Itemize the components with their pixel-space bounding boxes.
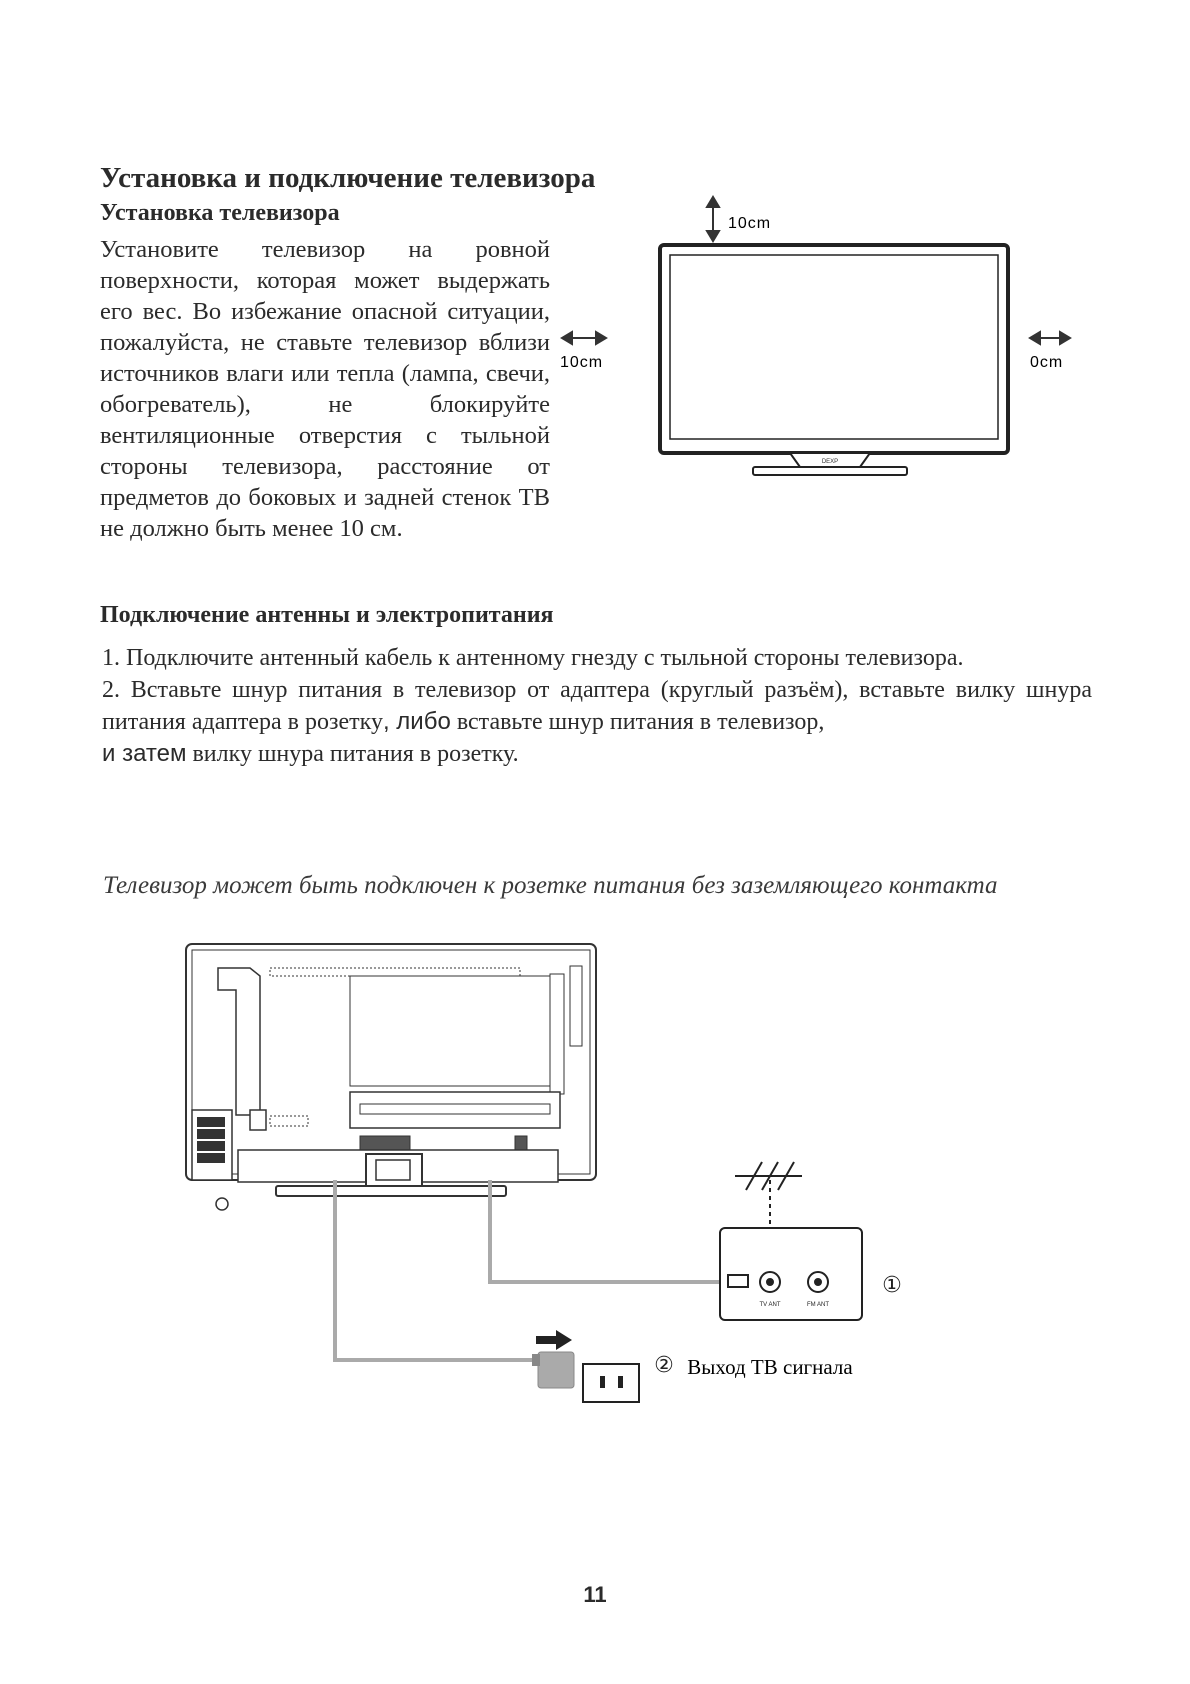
tv-stand-base xyxy=(753,467,907,475)
fm-ant-socket xyxy=(808,1272,828,1292)
tv-ant-label: TV ANT xyxy=(759,1302,781,1308)
step-2-part2: , либо xyxy=(382,708,451,735)
section-heading-connect: Подключение антенны и электропитания xyxy=(100,602,554,628)
connection-diagram xyxy=(180,940,1040,1460)
tv-back-panel xyxy=(186,944,596,1210)
section-heading-install: Установка телевизора xyxy=(100,200,340,226)
grounding-note: Телевизор может быть подключен к розетке питания без заземляющего контакта xyxy=(103,872,998,899)
adapter-prongs xyxy=(532,1354,540,1366)
power-outlet xyxy=(583,1364,639,1402)
power-adapter xyxy=(538,1352,574,1388)
arrow-right-icon xyxy=(536,1330,572,1350)
callout-1: ① xyxy=(882,1272,902,1297)
brand-logo: DEXP xyxy=(821,459,839,465)
tv-stand-base-back xyxy=(276,1186,506,1196)
step-1: 1. Подключите антенный кабель к антенному гнезду с тыльной стороны телевизора. xyxy=(102,645,964,671)
tv-clearance-diagram xyxy=(560,195,1100,525)
page-title: Установка и подключение телевизора xyxy=(100,162,596,194)
tv-screen xyxy=(670,255,998,439)
install-paragraph: Установите телевизор на ровной поверхности, которая может выдержать его вес. Во избежание опасной ситуации, пожалуйста, не ставьте телевизор вблизи источников влаги или тепла (лампа, свечи, обогреватель), не блокируйте вентиляционные отверстия с тыльной стороны телевизора, расстояние от предметов до боковых и задней стенок ТВ не должно быть менее 10 см. xyxy=(100,236,550,542)
power-cable xyxy=(335,1180,545,1360)
antenna-cable xyxy=(490,1180,728,1282)
page-number: 11 xyxy=(583,1582,607,1607)
step-2-part4: и затем xyxy=(102,740,187,767)
connection-steps xyxy=(102,642,1092,770)
step-2-part5: вилку шнура питания в розетку. xyxy=(186,741,519,767)
tv-ant-socket xyxy=(760,1272,780,1292)
outlet-hole-left xyxy=(600,1376,605,1388)
step-2-part3: вставьте шнур питания в телевизор, xyxy=(450,709,825,735)
right-gap-arrow xyxy=(1030,332,1070,344)
antenna-plug xyxy=(728,1275,748,1287)
top-gap-arrow xyxy=(707,197,719,241)
tv-signal-label: Выход ТВ сигнала xyxy=(687,1355,853,1379)
fm-ant-label: FM ANT xyxy=(807,1302,829,1308)
right-gap-label: 0cm xyxy=(1030,354,1064,371)
left-gap-arrow xyxy=(562,332,606,344)
outlet-hole-right xyxy=(618,1376,623,1388)
callout-2: ② xyxy=(654,1352,674,1377)
step-2 xyxy=(102,674,1092,770)
left-gap-label: 10cm xyxy=(560,354,604,371)
step-2-part1: 2. Вставьте шнур питания в телевизор от адаптера (круглый разъём), вставьте вилку шнура питания адаптера в розетку xyxy=(102,677,1092,735)
top-gap-label: 10cm xyxy=(728,215,772,232)
